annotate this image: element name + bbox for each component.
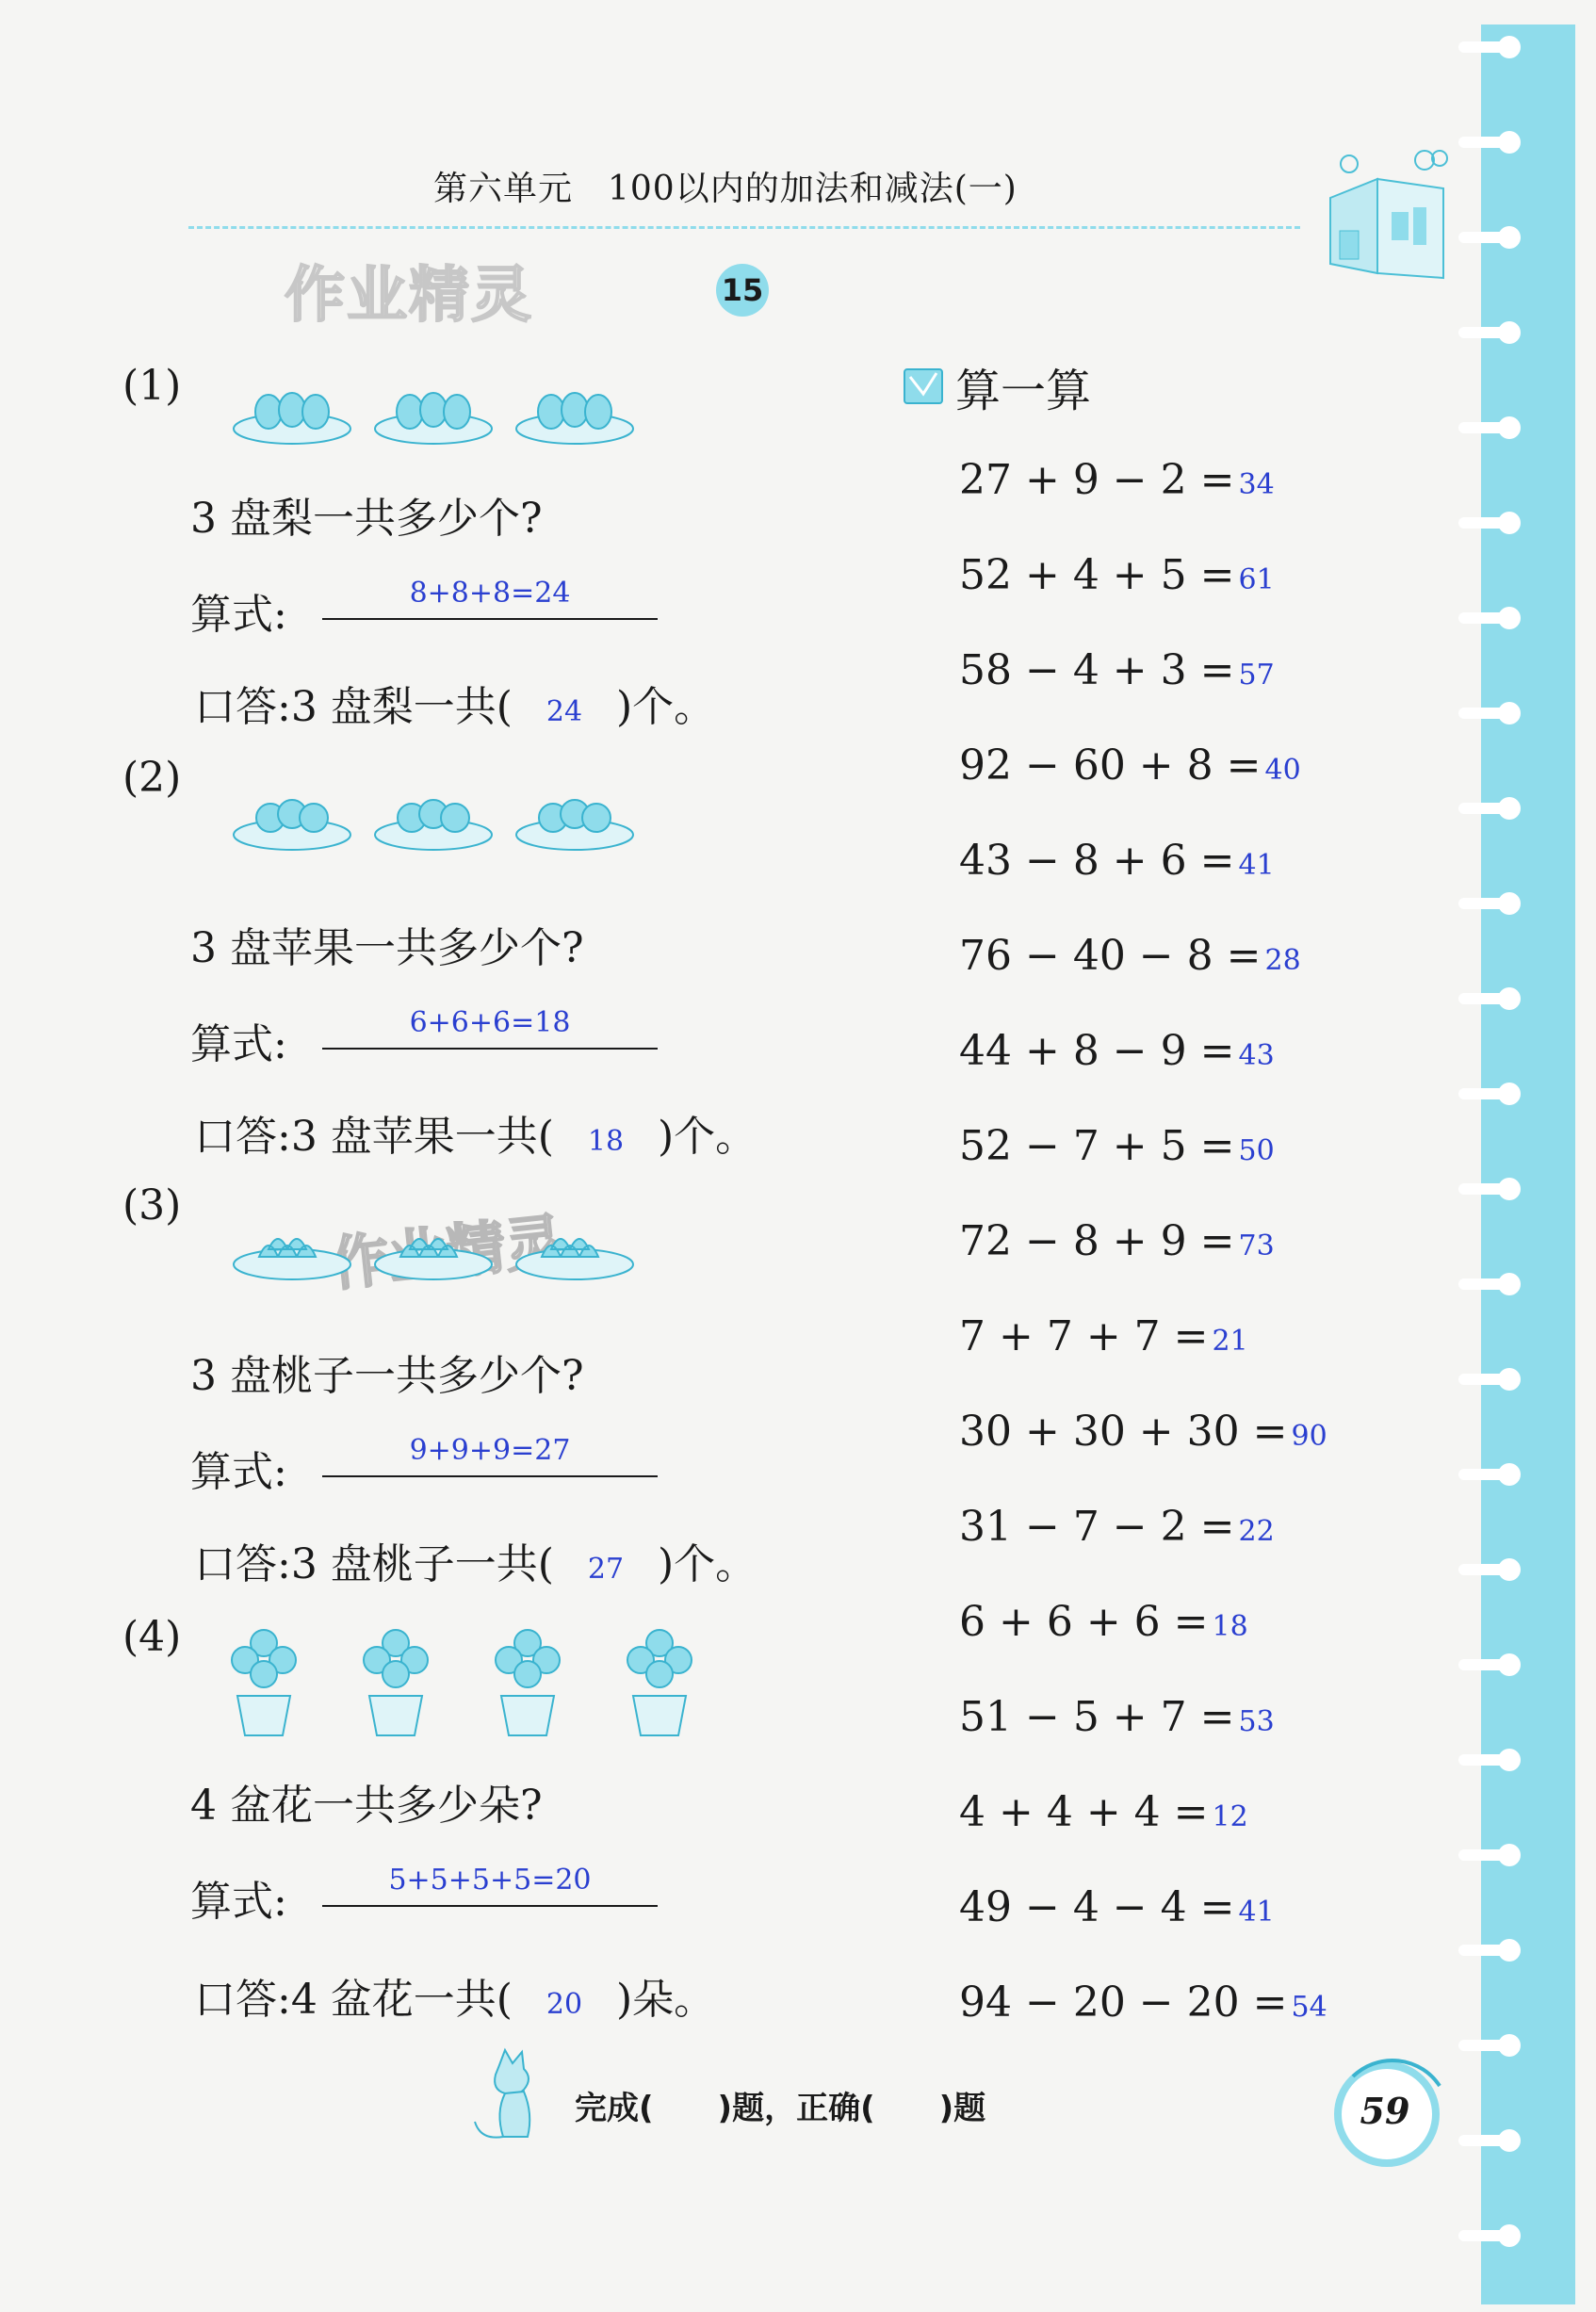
- equation-row: [959, 1217, 1275, 1265]
- binding-ring: [1458, 1278, 1517, 1290]
- equation-answer[interactable]: 34: [1238, 468, 1275, 501]
- equation-answer[interactable]: 41: [1238, 849, 1275, 882]
- equation-expression: 6 + 6 + 6 =: [959, 1598, 1209, 1646]
- binding-ring: [1458, 1183, 1517, 1195]
- formula-label: 算式:: [190, 591, 287, 639]
- problem-2-question: 3 盘苹果一共多少个?: [190, 924, 584, 972]
- page-number: 59: [1360, 2090, 1410, 2132]
- binding-ring: [1458, 1469, 1517, 1480]
- binding-ring: [1458, 1374, 1517, 1385]
- books-illustration-icon: [1311, 141, 1472, 283]
- binding-ring: [1458, 2230, 1517, 2241]
- equation-answer[interactable]: 57: [1238, 659, 1275, 692]
- equation-expression: 92 − 60 + 8 =: [959, 741, 1262, 790]
- formula-label: 算式:: [190, 1448, 287, 1496]
- formula-blank[interactable]: [322, 1905, 658, 1907]
- problem-4-answer: [194, 1965, 715, 2026]
- equation-expression: 51 − 5 + 7 =: [959, 1693, 1235, 1741]
- answer-suffix: )朵。: [615, 1976, 716, 2024]
- equation-row: [959, 646, 1275, 694]
- binding-ring: [1458, 993, 1517, 1004]
- binding-ring: [1458, 1088, 1517, 1099]
- formula-answer: 5+5+5+5=20: [388, 1864, 592, 1897]
- binding-ring: [1458, 1659, 1517, 1670]
- equation-expression: 31 − 7 − 2 =: [959, 1503, 1235, 1551]
- equation-expression: 7 + 7 + 7 =: [959, 1312, 1209, 1360]
- equation-row: [959, 1693, 1275, 1741]
- equation-answer[interactable]: 54: [1291, 1991, 1327, 2024]
- equation-answer[interactable]: 43: [1238, 1039, 1275, 1072]
- equation-row: [959, 1598, 1248, 1646]
- binding-ring: [1458, 1754, 1517, 1766]
- section-title-calculate: 算一算: [955, 365, 1092, 417]
- apple-plates-icon: [231, 780, 645, 855]
- equation-answer[interactable]: 18: [1212, 1610, 1248, 1643]
- equation-row: [959, 1312, 1248, 1360]
- answer-suffix: )个。: [657, 1540, 757, 1588]
- binding-ring: [1458, 2135, 1517, 2146]
- binding-ring: [1458, 612, 1517, 624]
- equation-row: [959, 837, 1275, 885]
- equation-expression: 76 − 40 − 8 =: [959, 932, 1262, 980]
- binding-ring: [1458, 708, 1517, 719]
- equation-answer[interactable]: 90: [1291, 1420, 1327, 1453]
- problem-1-question: 3 盘梨一共多少个?: [190, 495, 543, 543]
- problem-2-number: (2): [122, 754, 182, 802]
- lesson-number-badge: 15: [716, 264, 769, 317]
- equation-expression: 43 − 8 + 6 =: [959, 837, 1235, 885]
- equation-answer[interactable]: 21: [1212, 1325, 1248, 1358]
- answer-prefix: 口答:3 盘桃子一共(: [194, 1540, 554, 1588]
- equation-row: [959, 1408, 1327, 1456]
- problem-4-question: 4 盆花一共多少朵?: [190, 1782, 543, 1830]
- equation-row: [959, 1503, 1275, 1551]
- formula-blank[interactable]: [322, 618, 658, 620]
- binding-ring: [1458, 898, 1517, 909]
- equation-expression: 49 − 4 − 4 =: [959, 1883, 1235, 1931]
- problem-1-formula: [190, 577, 680, 639]
- equation-row: [959, 1788, 1248, 1836]
- formula-blank[interactable]: [322, 1475, 658, 1477]
- answer-value[interactable]: 20: [546, 1988, 583, 2021]
- problem-3-answer: [194, 1530, 757, 1590]
- equation-row: [959, 551, 1275, 599]
- binding-strip: [1481, 24, 1575, 2304]
- equation-row: [959, 932, 1301, 980]
- binding-ring: [1458, 2040, 1517, 2051]
- binding-ring: [1458, 1564, 1517, 1575]
- formula-answer: 9+9+9=27: [409, 1434, 571, 1467]
- problem-1-answer: [194, 673, 715, 733]
- answer-prefix: 口答:3 盘苹果一共(: [194, 1113, 554, 1161]
- answer-value[interactable]: 24: [546, 695, 583, 728]
- equation-answer[interactable]: 28: [1264, 944, 1301, 977]
- binding-ring: [1458, 41, 1517, 53]
- binding-ring: [1458, 1849, 1517, 1861]
- answer-prefix: 口答:4 盆花一共(: [194, 1976, 513, 2024]
- header-divider: [188, 226, 1300, 229]
- answer-value[interactable]: 18: [587, 1125, 625, 1158]
- formula-label: 算式:: [190, 1020, 287, 1068]
- equation-row: [959, 456, 1275, 504]
- problem-4-number: (4): [122, 1613, 182, 1661]
- equation-answer[interactable]: 53: [1238, 1705, 1275, 1738]
- equation-answer[interactable]: 41: [1238, 1896, 1275, 1929]
- answer-value[interactable]: 27: [587, 1553, 625, 1586]
- binding-ring: [1458, 517, 1517, 529]
- formula-label: 算式:: [190, 1878, 287, 1926]
- equation-expression: 58 − 4 + 3 =: [959, 646, 1235, 694]
- equation-row: [959, 741, 1301, 790]
- equation-expression: 72 − 8 + 9 =: [959, 1217, 1235, 1265]
- answer-prefix: 口答:3 盘梨一共(: [194, 683, 513, 731]
- equation-row: [959, 1978, 1327, 2027]
- exercise-book-icon: [903, 366, 946, 407]
- binding-ring: [1458, 327, 1517, 338]
- equation-expression: 27 + 9 − 2 =: [959, 456, 1235, 504]
- binding-ring: [1458, 803, 1517, 814]
- equation-answer[interactable]: 50: [1238, 1134, 1275, 1167]
- equation-expression: 52 − 7 + 5 =: [959, 1122, 1235, 1170]
- formula-answer: 6+6+6=18: [409, 1006, 571, 1039]
- equation-expression: 52 + 4 + 5 =: [959, 551, 1235, 599]
- equation-expression: 4 + 4 + 4 =: [959, 1788, 1209, 1836]
- equation-expression: 94 − 20 − 20 =: [959, 1978, 1288, 2027]
- answer-suffix: )个。: [657, 1113, 757, 1161]
- equation-row: [959, 1883, 1275, 1931]
- problem-2-formula: [190, 1006, 680, 1068]
- equation-row: [959, 1027, 1275, 1075]
- equation-expression: 44 + 8 − 9 =: [959, 1027, 1235, 1075]
- formula-blank[interactable]: [322, 1048, 658, 1050]
- problem-4-formula: [190, 1864, 680, 1926]
- progress-footer: 完成( )题，正确( )题: [575, 2090, 986, 2127]
- page-title: 第六单元 100以内的加法和减法(一): [433, 170, 1018, 208]
- formula-answer: 8+8+8=24: [409, 577, 571, 610]
- equation-answer[interactable]: 73: [1238, 1229, 1275, 1262]
- binding-ring: [1458, 422, 1517, 433]
- problem-1-number: (1): [122, 362, 182, 410]
- problem-3-question: 3 盘桃子一共多少个?: [190, 1352, 584, 1400]
- problem-3-formula: [190, 1434, 680, 1496]
- equation-row: [959, 1122, 1275, 1170]
- watermark: 作业精灵: [285, 261, 533, 331]
- equation-expression: 30 + 30 + 30 =: [959, 1408, 1288, 1456]
- peach-plates-icon: [231, 1215, 645, 1291]
- binding-ring: [1458, 1945, 1517, 1956]
- flower-pots-icon: [217, 1622, 725, 1745]
- equation-answer[interactable]: 12: [1212, 1800, 1248, 1833]
- problem-3-number: (3): [122, 1181, 182, 1229]
- problem-2-answer: [194, 1102, 757, 1163]
- equation-answer[interactable]: 61: [1238, 563, 1275, 596]
- equation-answer[interactable]: 40: [1264, 754, 1301, 787]
- answer-suffix: )个。: [615, 683, 716, 731]
- equation-answer[interactable]: 22: [1238, 1515, 1275, 1548]
- pear-plates-icon: [231, 372, 645, 448]
- cat-icon: [462, 2046, 556, 2150]
